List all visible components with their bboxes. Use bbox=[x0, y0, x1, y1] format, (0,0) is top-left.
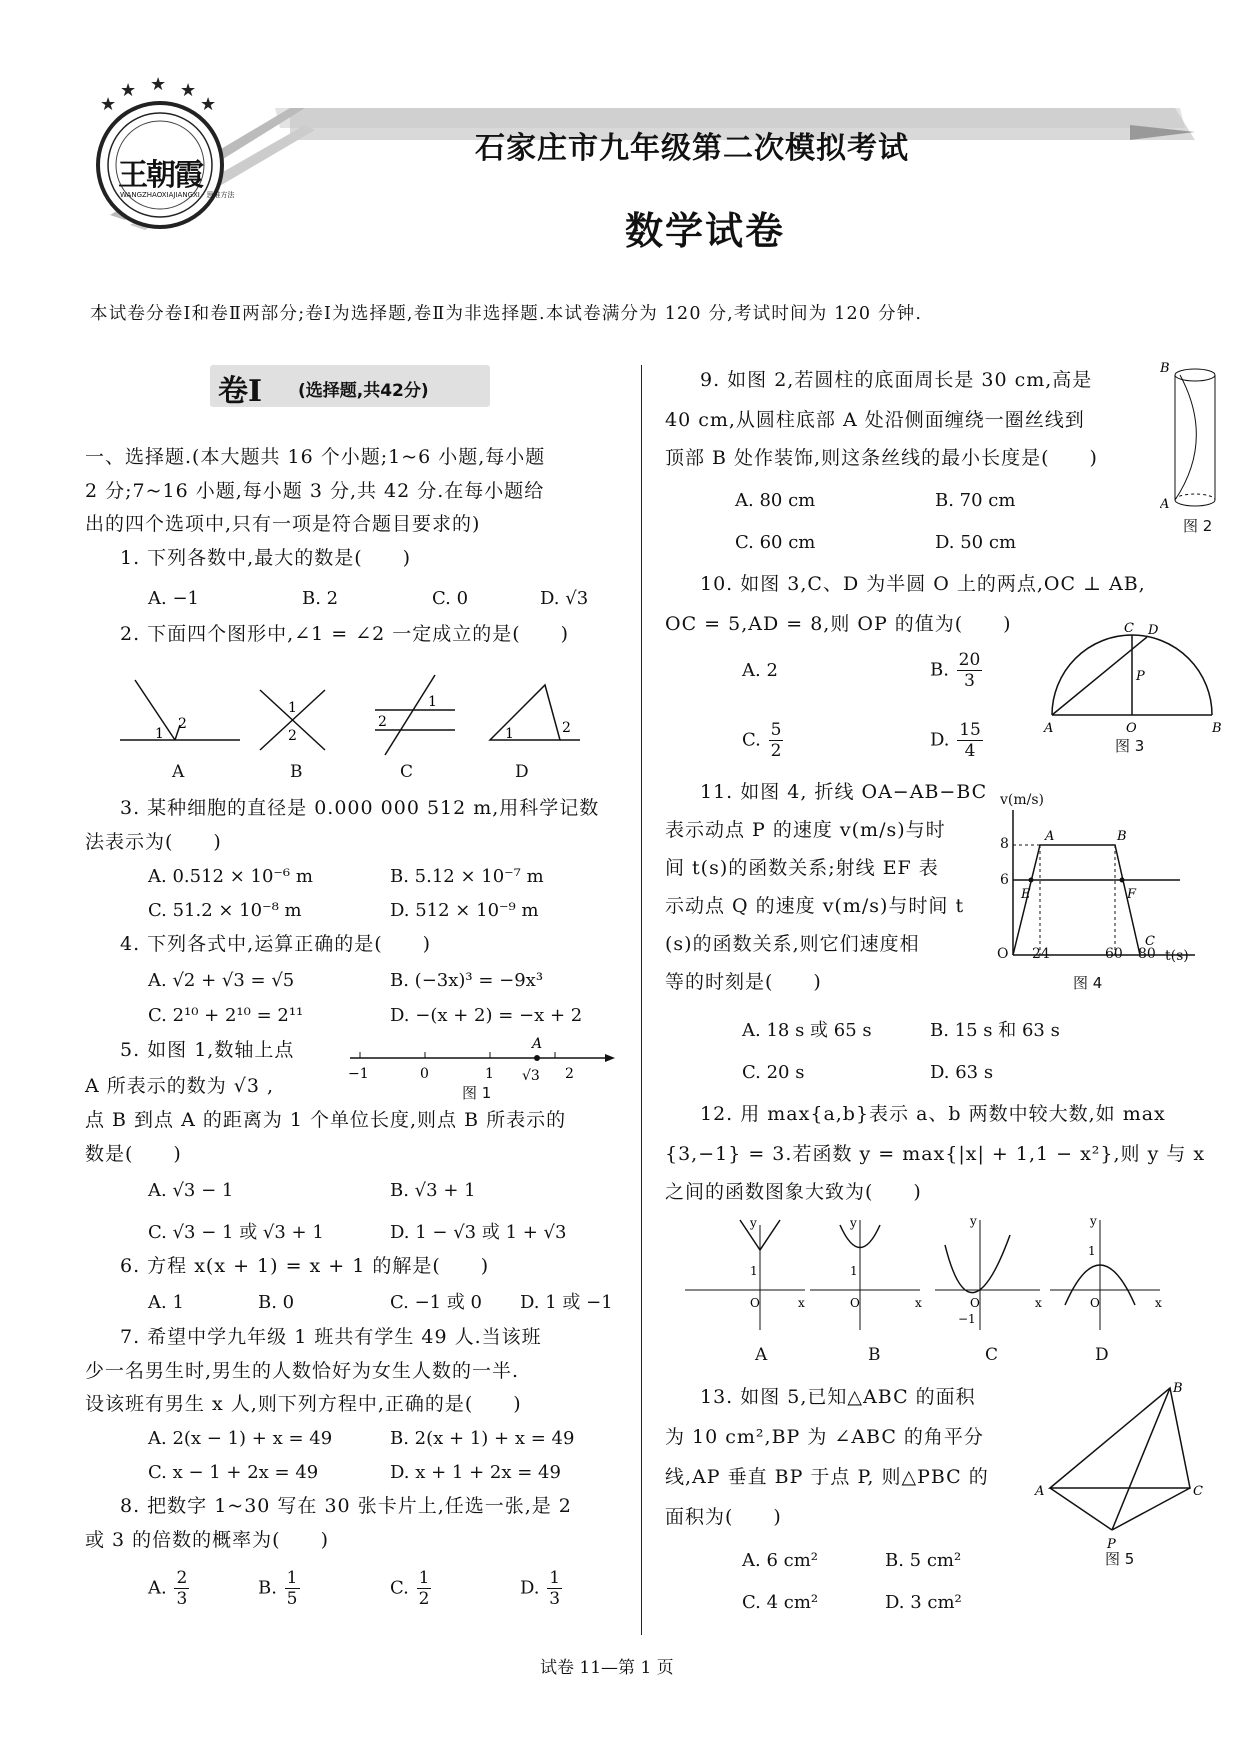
q11-fig-caption: 图 4 bbox=[1073, 974, 1103, 992]
q9-option-a[interactable]: A. 80 cm bbox=[735, 490, 816, 511]
q13-triangle bbox=[1030, 1380, 1230, 1560]
q9-stem-1: 9. 如图 2,若圆柱的底面周长是 30 cm,高是 bbox=[700, 369, 1093, 391]
q9-option-c[interactable]: C. 60 cm bbox=[735, 532, 816, 553]
q8-a-num: 2 bbox=[176, 1568, 188, 1588]
q13-stem-3: 线,AP 垂直 BP 于点 P, 则△PBC 的 bbox=[665, 1466, 989, 1488]
q5-number-line bbox=[340, 1030, 620, 1090]
q3-option-a[interactable]: A. 0.512 × 10⁻⁶ m bbox=[148, 866, 313, 887]
section-banner-title: 卷Ⅰ bbox=[218, 374, 263, 409]
q8-c-num: 1 bbox=[418, 1568, 430, 1588]
svg-text:2: 2 bbox=[178, 716, 187, 732]
svg-text:B: B bbox=[1160, 361, 1170, 376]
q7-option-c[interactable]: C. x − 1 + 2x = 49 bbox=[148, 1462, 319, 1483]
section-heading-2: 2 分;7~16 小题,每小题 3 分,共 42 分.在每小题给 bbox=[85, 480, 545, 502]
svg-text:★: ★ bbox=[180, 80, 197, 101]
q10-stem-2: OC = 5,AD = 8,则 OP 的值为( ) bbox=[665, 613, 1012, 635]
q13-option-d[interactable]: D. 3 cm² bbox=[885, 1592, 962, 1613]
svg-text:2: 2 bbox=[562, 720, 571, 736]
q8-stem-1: 8. 把数字 1~30 写在 30 张卡片上,任选一张,是 2 bbox=[120, 1495, 572, 1517]
svg-text:F: F bbox=[1127, 887, 1137, 902]
q5-stem-2: A 所表示的数为 √3 , bbox=[85, 1075, 275, 1097]
svg-text:1: 1 bbox=[155, 726, 164, 742]
q2-label-b[interactable]: B bbox=[290, 762, 303, 782]
svg-text:P: P bbox=[1136, 669, 1145, 684]
q6-stem: 6. 方程 x(x + 1) = x + 1 的解是( ) bbox=[120, 1255, 490, 1277]
q13-option-b[interactable]: B. 5 cm² bbox=[885, 1550, 962, 1571]
q3-stem-1: 3. 某种细胞的直径是 0.000 000 512 m,用科学记数 bbox=[120, 797, 600, 819]
q7-option-b[interactable]: B. 2(x + 1) + x = 49 bbox=[390, 1428, 575, 1449]
q13-stem-1: 13. 如图 5,已知△ABC 的面积 bbox=[700, 1386, 976, 1408]
q11-option-b[interactable]: B. 15 s 和 63 s bbox=[930, 1020, 1060, 1041]
q7-stem-2: 少一名男生时,男生的人数恰好为女生人数的一半. bbox=[85, 1360, 520, 1382]
section-banner-sub: (选择题,共42分) bbox=[298, 381, 429, 401]
q6-option-d[interactable]: D. 1 或 −1 bbox=[520, 1292, 613, 1313]
q10-semicircle bbox=[1040, 620, 1230, 740]
svg-text:A: A bbox=[1160, 497, 1170, 512]
q2-label-d[interactable]: D bbox=[515, 762, 529, 782]
q1-option-b[interactable]: B. 2 bbox=[302, 588, 339, 609]
svg-text:1: 1 bbox=[505, 726, 514, 742]
svg-text:E: E bbox=[1021, 887, 1031, 902]
logo-text: 王朝霞 bbox=[118, 158, 202, 193]
svg-text:★: ★ bbox=[100, 94, 117, 115]
q13-option-c[interactable]: C. 4 cm² bbox=[742, 1592, 819, 1613]
q10-option-b[interactable]: B. $\frac{20}{3}$ bbox=[930, 650, 981, 691]
q10-d-num: 15 bbox=[959, 720, 981, 740]
q9-option-d[interactable]: D. 50 cm bbox=[935, 532, 1017, 553]
q11-axis-x: t(s) bbox=[1165, 948, 1189, 964]
q5-stem-1: 5. 如图 1,数轴上点 bbox=[120, 1039, 295, 1061]
svg-text:B: B bbox=[1173, 1381, 1183, 1396]
q8-b-den: 5 bbox=[286, 1589, 298, 1609]
svg-text:x: x bbox=[798, 1296, 805, 1310]
q3-option-b[interactable]: B. 5.12 × 10⁻⁷ m bbox=[390, 866, 544, 887]
q8-option-b[interactable]: B. $\frac{1}{5}$ bbox=[258, 1568, 298, 1609]
q6-option-b[interactable]: B. 0 bbox=[258, 1292, 295, 1313]
q9-stem-3: 顶部 B 处作装饰,则这条丝线的最小长度是( ) bbox=[665, 447, 1098, 469]
q5-option-c[interactable]: C. √3 − 1 或 √3 + 1 bbox=[148, 1222, 324, 1243]
q12-stem-1: 12. 用 max{a,b}表示 a、b 两数中较大数,如 max bbox=[700, 1103, 1166, 1125]
column-divider bbox=[641, 365, 642, 1635]
q1-stem: 1. 下列各数中,最大的数是( ) bbox=[120, 547, 412, 569]
q11-tick-x-60: 60 bbox=[1105, 946, 1123, 962]
q5-option-b[interactable]: B. √3 + 1 bbox=[390, 1180, 476, 1201]
q11-tick-x-o: O bbox=[997, 946, 1009, 962]
q10-option-c[interactable]: C. $\frac{5}{2}$ bbox=[742, 720, 782, 761]
q5-stem-3: 点 B 到点 A 的距离为 1 个单位长度,则点 B 所表示的 bbox=[85, 1109, 567, 1131]
svg-text:O: O bbox=[1090, 1296, 1100, 1310]
q12-label-b[interactable]: B bbox=[868, 1345, 881, 1365]
q13-fig-caption: 图 5 bbox=[1105, 1550, 1135, 1568]
svg-text:★: ★ bbox=[200, 94, 217, 115]
q8-option-d[interactable]: D. $\frac{1}{3}$ bbox=[520, 1568, 561, 1609]
q2-stem: 2. 下面四个图形中,∠1 = ∠2 一定成立的是( ) bbox=[120, 623, 570, 645]
q11-stem-5: (s)的函数关系,则它们速度相 bbox=[665, 933, 920, 955]
q9-option-b[interactable]: B. 70 cm bbox=[935, 490, 1016, 511]
svg-text:1: 1 bbox=[850, 1264, 858, 1278]
section-heading-3: 出的四个选项中,只有一项是符合题目要求的) bbox=[85, 513, 481, 535]
svg-text:D: D bbox=[1148, 623, 1159, 638]
svg-text:★: ★ bbox=[120, 80, 137, 101]
q12-label-a[interactable]: A bbox=[755, 1345, 768, 1365]
q11-tick-x-80: 80 bbox=[1138, 946, 1156, 962]
q3-option-c[interactable]: C. 51.2 × 10⁻⁸ m bbox=[148, 900, 302, 921]
q11-stem-6: 等的时刻是( ) bbox=[665, 971, 822, 993]
q9-fig-caption: 图 2 bbox=[1183, 517, 1213, 535]
q11-option-a[interactable]: A. 18 s 或 65 s bbox=[742, 1020, 872, 1041]
subject-title: 数学试卷 bbox=[625, 209, 786, 253]
q11-option-d[interactable]: D. 63 s bbox=[930, 1062, 994, 1083]
q13-stem-4: 面积为( ) bbox=[665, 1506, 782, 1528]
q3-option-d[interactable]: D. 512 × 10⁻⁹ m bbox=[390, 900, 539, 921]
q13-option-a[interactable]: A. 6 cm² bbox=[742, 1550, 818, 1571]
q13-stem-2: 为 10 cm²,BP 为 ∠ABC 的角平分 bbox=[665, 1426, 984, 1448]
q11-axis-y: v(m/s) bbox=[1000, 792, 1045, 808]
section-heading: 一、选择题.(本大题共 16 个小题;1~6 小题,每小题 bbox=[85, 446, 546, 468]
q11-stem-2: 表示动点 P 的速度 v(m/s)与时 bbox=[665, 819, 946, 841]
page-footer: 试卷 11—第 1 页 bbox=[540, 1658, 674, 1678]
svg-text:x: x bbox=[1035, 1296, 1042, 1310]
svg-text:★: ★ bbox=[150, 74, 167, 95]
svg-text:O: O bbox=[970, 1296, 980, 1310]
svg-text:√3: √3 bbox=[522, 1068, 540, 1084]
svg-text:O: O bbox=[1126, 721, 1137, 736]
q11-graph bbox=[995, 790, 1205, 970]
q10-c-den: 2 bbox=[770, 741, 782, 761]
svg-text:y: y bbox=[850, 1216, 857, 1230]
q8-option-a[interactable]: A. $\frac{2}{3}$ bbox=[148, 1568, 188, 1609]
q5-stem-4: 数是( ) bbox=[85, 1143, 182, 1165]
svg-text:B: B bbox=[1212, 721, 1222, 736]
q5-option-a[interactable]: A. √3 − 1 bbox=[148, 1180, 234, 1201]
svg-text:0: 0 bbox=[420, 1066, 429, 1082]
svg-text:1: 1 bbox=[428, 694, 437, 710]
q11-stem-1: 11. 如图 4, 折线 OA−AB−BC bbox=[700, 781, 988, 803]
q4-option-d[interactable]: D. −(x + 2) = −x + 2 bbox=[390, 1005, 583, 1026]
svg-text:C: C bbox=[1145, 934, 1155, 949]
q2-label-c[interactable]: C bbox=[400, 762, 414, 782]
svg-text:O: O bbox=[750, 1296, 760, 1310]
svg-text:O: O bbox=[850, 1296, 860, 1310]
svg-text:−1: −1 bbox=[348, 1066, 369, 1082]
q10-option-a[interactable]: A. 2 bbox=[742, 660, 778, 681]
svg-text:−1: −1 bbox=[958, 1312, 976, 1326]
svg-text:1: 1 bbox=[485, 1066, 494, 1082]
q11-tick-y-8: 8 bbox=[1000, 836, 1009, 852]
q9-stem-2: 40 cm,从圆柱底部 A 处沿侧面缠绕一圈丝线到 bbox=[665, 409, 1085, 431]
svg-text:1: 1 bbox=[750, 1264, 758, 1278]
q4-option-c[interactable]: C. 2¹⁰ + 2¹⁰ = 2¹¹ bbox=[148, 1005, 304, 1026]
svg-text:y: y bbox=[750, 1216, 757, 1230]
q7-option-d[interactable]: D. x + 1 + 2x = 49 bbox=[390, 1462, 561, 1483]
q2-figures bbox=[110, 670, 610, 760]
q11-option-c[interactable]: C. 20 s bbox=[742, 1062, 805, 1083]
svg-text:y: y bbox=[970, 1215, 977, 1228]
q4-option-a[interactable]: A. √2 + √3 = √5 bbox=[148, 970, 295, 991]
q8-d-num: 1 bbox=[549, 1568, 561, 1588]
q3-stem-2: 法表示为( ) bbox=[85, 831, 222, 853]
q10-fig-caption: 图 3 bbox=[1115, 737, 1145, 755]
q8-c-den: 2 bbox=[418, 1589, 430, 1609]
svg-text:x: x bbox=[1155, 1296, 1162, 1310]
svg-text:x: x bbox=[915, 1296, 922, 1310]
svg-text:2: 2 bbox=[565, 1066, 574, 1082]
q10-b-num: 20 bbox=[958, 650, 981, 670]
svg-text:2: 2 bbox=[378, 714, 387, 730]
q12-stem-3: 之间的函数图象大致为( ) bbox=[665, 1181, 922, 1203]
q12-graphs bbox=[680, 1215, 1180, 1335]
q10-stem-1: 10. 如图 3,C、D 为半圆 O 上的两点,OC ⊥ AB, bbox=[700, 573, 1146, 595]
q5-option-d[interactable]: D. 1 − √3 或 1 + √3 bbox=[390, 1222, 567, 1243]
q4-option-b[interactable]: B. (−3x)³ = −9x³ bbox=[390, 970, 544, 991]
svg-text:y: y bbox=[1090, 1215, 1097, 1228]
exam-intro: 本试卷分卷Ⅰ和卷Ⅱ两部分;卷Ⅰ为选择题,卷Ⅱ为非选择题.本试卷满分为 120 分,考试时间为 120 分钟. bbox=[90, 304, 923, 324]
q7-stem-3: 设该班有男生 x 人,则下列方程中,正确的是( ) bbox=[85, 1393, 522, 1415]
q9-cylinder bbox=[1160, 360, 1230, 520]
q11-stem-3: 间 t(s)的函数关系;射线 EF 表 bbox=[665, 857, 939, 879]
q6-option-a[interactable]: A. 1 bbox=[148, 1292, 184, 1313]
logo-ring-text: WANGZHAOXIAJIANGXI · 思维方法 bbox=[120, 191, 235, 199]
q10-d-den: 4 bbox=[964, 741, 976, 761]
q7-stem-1: 7. 希望中学九年级 1 班共有学生 49 人.当该班 bbox=[120, 1326, 542, 1348]
q11-tick-y-6: 6 bbox=[1000, 872, 1009, 888]
q8-b-num: 1 bbox=[286, 1568, 298, 1588]
svg-text:P: P bbox=[1107, 1537, 1116, 1552]
svg-text:B: B bbox=[1117, 829, 1127, 844]
q10-option-d[interactable]: D. $\frac{15}{4}$ bbox=[930, 720, 981, 761]
q12-stem-2: {3,−1} = 3.若函数 y = max{|x| + 1,1 − x²},则 y 与 x bbox=[665, 1143, 1206, 1165]
q8-d-den: 3 bbox=[549, 1589, 561, 1609]
svg-text:1: 1 bbox=[1088, 1244, 1096, 1258]
svg-text:C: C bbox=[1193, 1484, 1203, 1499]
q12-label-c[interactable]: C bbox=[985, 1345, 999, 1365]
exam-title: 石家庄市九年级第二次模拟考试 bbox=[475, 131, 909, 166]
svg-text:2: 2 bbox=[288, 728, 297, 744]
q7-option-a[interactable]: A. 2(x − 1) + x = 49 bbox=[148, 1428, 333, 1449]
q4-stem: 4. 下列各式中,运算正确的是( ) bbox=[120, 933, 432, 955]
q8-option-c[interactable]: C. $\frac{1}{2}$ bbox=[390, 1568, 430, 1609]
q11-stem-4: 示动点 Q 的速度 v(m/s)与时间 t bbox=[665, 895, 965, 917]
q2-label-a[interactable]: A bbox=[172, 762, 185, 782]
q8-a-den: 3 bbox=[176, 1589, 188, 1609]
q8-stem-2: 或 3 的倍数的概率为( ) bbox=[85, 1529, 329, 1551]
q11-tick-x-24: 24 bbox=[1032, 946, 1050, 962]
q10-b-den: 3 bbox=[964, 671, 975, 691]
q1-option-d[interactable]: D. √3 bbox=[540, 588, 589, 609]
q1-option-a[interactable]: A. −1 bbox=[148, 588, 199, 609]
q1-option-c[interactable]: C. 0 bbox=[432, 588, 469, 609]
svg-text:A: A bbox=[1044, 721, 1054, 736]
svg-text:A: A bbox=[1045, 829, 1055, 844]
q6-option-c[interactable]: C. −1 或 0 bbox=[390, 1292, 483, 1313]
q10-c-num: 5 bbox=[770, 720, 782, 740]
svg-text:A: A bbox=[532, 1036, 543, 1052]
q12-label-d[interactable]: D bbox=[1095, 1345, 1109, 1365]
svg-text:1: 1 bbox=[288, 700, 297, 716]
svg-text:C: C bbox=[1124, 621, 1134, 636]
svg-text:A: A bbox=[1035, 1484, 1045, 1499]
q5-fig-caption: 图 1 bbox=[462, 1084, 492, 1102]
